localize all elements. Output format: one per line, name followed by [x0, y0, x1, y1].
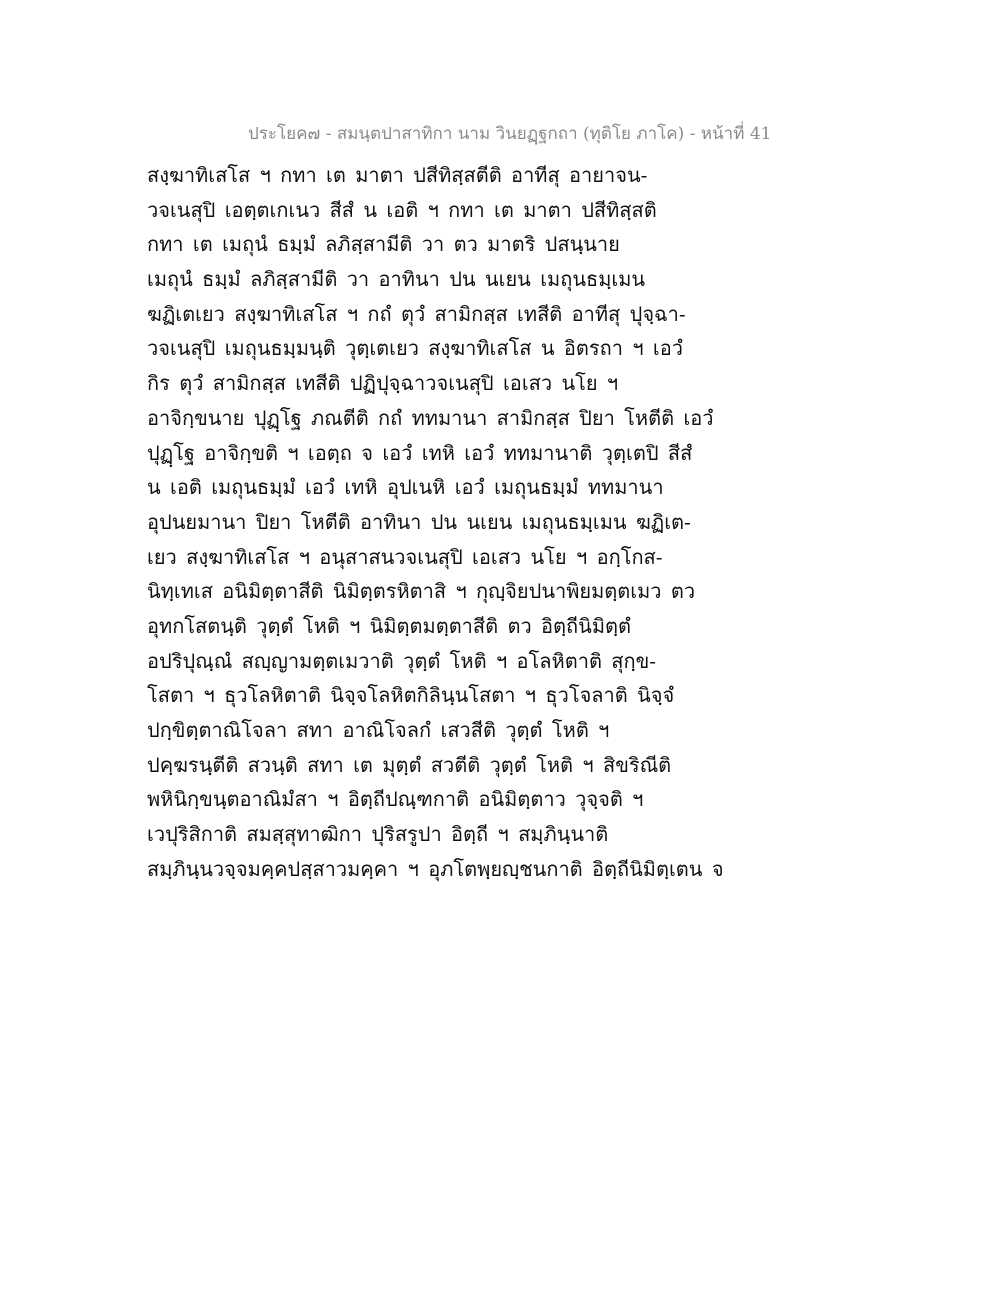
text-line: น เอติ เมถุนธมฺมํ เอวํ เทหิ อุปเนหิ เอวํ เมถุนธมฺมํ ททมานา — [147, 475, 664, 500]
text-line: อุทกโสตนฺติ วุตฺตํ โหติ ฯ นิมิตฺตมตฺตาสีติ ตว อิตฺถีนิมิตฺตํ — [147, 613, 631, 638]
text-line: วจเนสุปิ เอตฺตเกเนว สีสํ น เอติ ฯ กทา เต มาตา ปสีทิสฺสติ — [147, 197, 657, 222]
body-text — [147, 158, 724, 886]
running-header: ประโยค๗ - สมนฺตปาสาทิกา นาม วินยฏฺฐกถา (ทุติโย ภาโค) - หน้าที่ 41 — [248, 124, 772, 144]
text-line: กิร ตุวํ สามิกสฺส เทสีติ ปฏิปุจฺฉาวจเนสุปิ เอเสว นโย ฯ — [147, 371, 619, 396]
text-line: เวปุริสิกาติ สมสฺสุทาฒิกา ปุริสรูปา อิตฺถี ฯ สมฺภินฺนาติ — [147, 822, 609, 847]
text-line: อุปนยมานา ปิยา โหตีติ อาทินา ปน นเยน เมถุนธมฺเมน ฆฏิเต- — [147, 509, 691, 534]
text-line: อปริปุณฺณํ สญฺญามตฺตเมวาติ วุตฺตํ โหติ ฯ อโลหิตาติ สุกฺข- — [147, 648, 657, 673]
text-line: กทา เต เมถุนํ ธมฺมํ ลภิสฺสามีติ วา ตว มาตริ ปสนฺนาย — [147, 232, 620, 257]
text-line: โสตา ฯ ธุวโลหิตาติ นิจฺจโลหิตกิลินฺนโสตา ฯ ธุวโจลาติ นิจฺจํ — [147, 683, 675, 708]
text-line: สมฺภินฺนวจฺจมคฺคปสฺสาวมคฺคา ฯ อุภโตพฺยญฺชนกาติ อิตฺถีนิมิตฺเตน จ — [147, 856, 724, 881]
text-line: ฆฏิเตเยว สงฺฆาทิเสโส ฯ กถํ ตุวํ สามิกสฺส เทสีติ อาทีสุ ปุจฺฉา- — [147, 301, 686, 326]
text-line: อาจิกฺขนาย ปุฏฺโฐ ภณตีติ กถํ ททมานา สามิกสฺส ปิยา โหตีติ เอวํ — [147, 405, 714, 430]
text-line: เมถุนํ ธมฺมํ ลภิสฺสามีติ วา อาทินา ปน นเยน เมถุนธมฺเมน — [147, 267, 646, 292]
text-line: พหินิกฺขนฺตอาณิมํสา ฯ อิตฺถีปณฺฑกาติ อนิมิตฺตาว วุจฺจติ ฯ — [147, 787, 644, 812]
text-line: ปคฺฆรนฺตีติ สวนฺติ สทา เต มุตฺตํ สวตีติ วุตฺตํ โหติ ฯ สิขริณีติ — [147, 752, 672, 777]
text-line: เยว สงฺฆาทิเสโส ฯ อนุสาสนวจเนสุปิ เอเสว นโย ฯ อกฺโกส- — [147, 544, 663, 569]
text-line: สงฺฆาทิเสโส ฯ กทา เต มาตา ปสีทิสฺสตีติ อาทีสุ อายาจน- — [147, 163, 648, 187]
text-line: ปุฏฺโฐ อาจิกฺขติ ฯ เอตฺถ จ เอวํ เทหิ เอวํ ททมานาติ วุตฺเตปิ สีสํ — [147, 440, 693, 465]
text-line: ปกฺขิตฺตาณิโจลา สทา อาณิโจลกํ เสวสีติ วุตฺตํ โหติ ฯ — [147, 718, 610, 742]
text-line: นิทฺเทเส อนิมิตฺตาสีติ นิมิตฺตรหิตาสิ ฯ กุญฺจิยปนาพิยมตฺตเมว ตว — [147, 579, 696, 604]
text-line: วจเนสุปิ เมถุนธมฺมนฺติ วุตฺเตเยว สงฺฆาทิเสโส น อิตรถา ฯ เอวํ — [147, 336, 684, 361]
